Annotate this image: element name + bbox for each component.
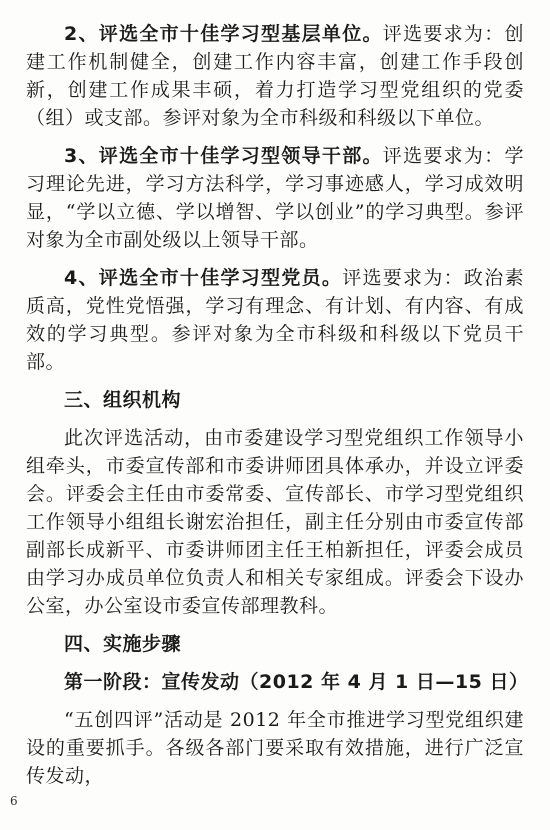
stage-one-paragraph: “五创四评”活动是 2012 年全市推进学习型党组织建设的重要抓手。各级各部门要采取有效措施，进行广泛宣传发动， xyxy=(26,709,524,787)
item-2-text: 评选要求为：创建工作机制健全，创建工作内容丰富，创建工作手段创新，创建工作成果丰硕，着力打造学习型党组织的党委（组）或支部。参评对象为全市科级和科级以下单位。 xyxy=(26,23,524,129)
stage-one-title: 第一阶段：宣传发动（2012 年 4 月 1 日—15 日） xyxy=(64,671,529,693)
item-3-lead: 3、评选全市十佳学习型领导干部。 xyxy=(64,145,383,167)
item-4-text: 评选要求为：政治素质高，党性党悟强，学习有理念、有计划、有内容、有成效的学习典型。参评对象为全市科级和科级以下党员干部。 xyxy=(26,267,524,373)
page-number: 6 xyxy=(10,794,18,808)
section-heading-steps: 四、实施步骤 xyxy=(64,633,182,655)
item-2-lead: 2、评选全市十佳学习型基层单位。 xyxy=(64,23,383,45)
criteria-item-2 xyxy=(26,20,524,132)
criteria-item-3 xyxy=(26,142,524,254)
page-body xyxy=(26,20,529,800)
criteria-item-4 xyxy=(26,264,524,376)
item-3-text: 评选要求为：学习理论先进，学习方法科学，学习事迹感人，学习成效明显，“学以立德、学以增智、学以创业”的学习典型。参评对象为全市副处级以上领导干部。 xyxy=(26,145,524,251)
item-4-lead: 4、评选全市十佳学习型党员。 xyxy=(64,267,343,289)
organization-paragraph: 此次评选活动，由市委建设学习型党组织工作领导小组牵头，市委宣传部和市委讲师团具体承办，并设立评委会。评委会主任由市委常委、宣传部长、市学习型党组织工作领导小组组长谢宏治担任，副主任分别由市委宣传部副部长成新平、市委讲师团主任王柏新担任，评委会成员由学习办成员单位负责人和相关专家组成。评委会下设办公室，办公室设市委宣传部理教科。 xyxy=(26,427,524,617)
section-heading-organization: 三、组织机构 xyxy=(64,389,182,411)
